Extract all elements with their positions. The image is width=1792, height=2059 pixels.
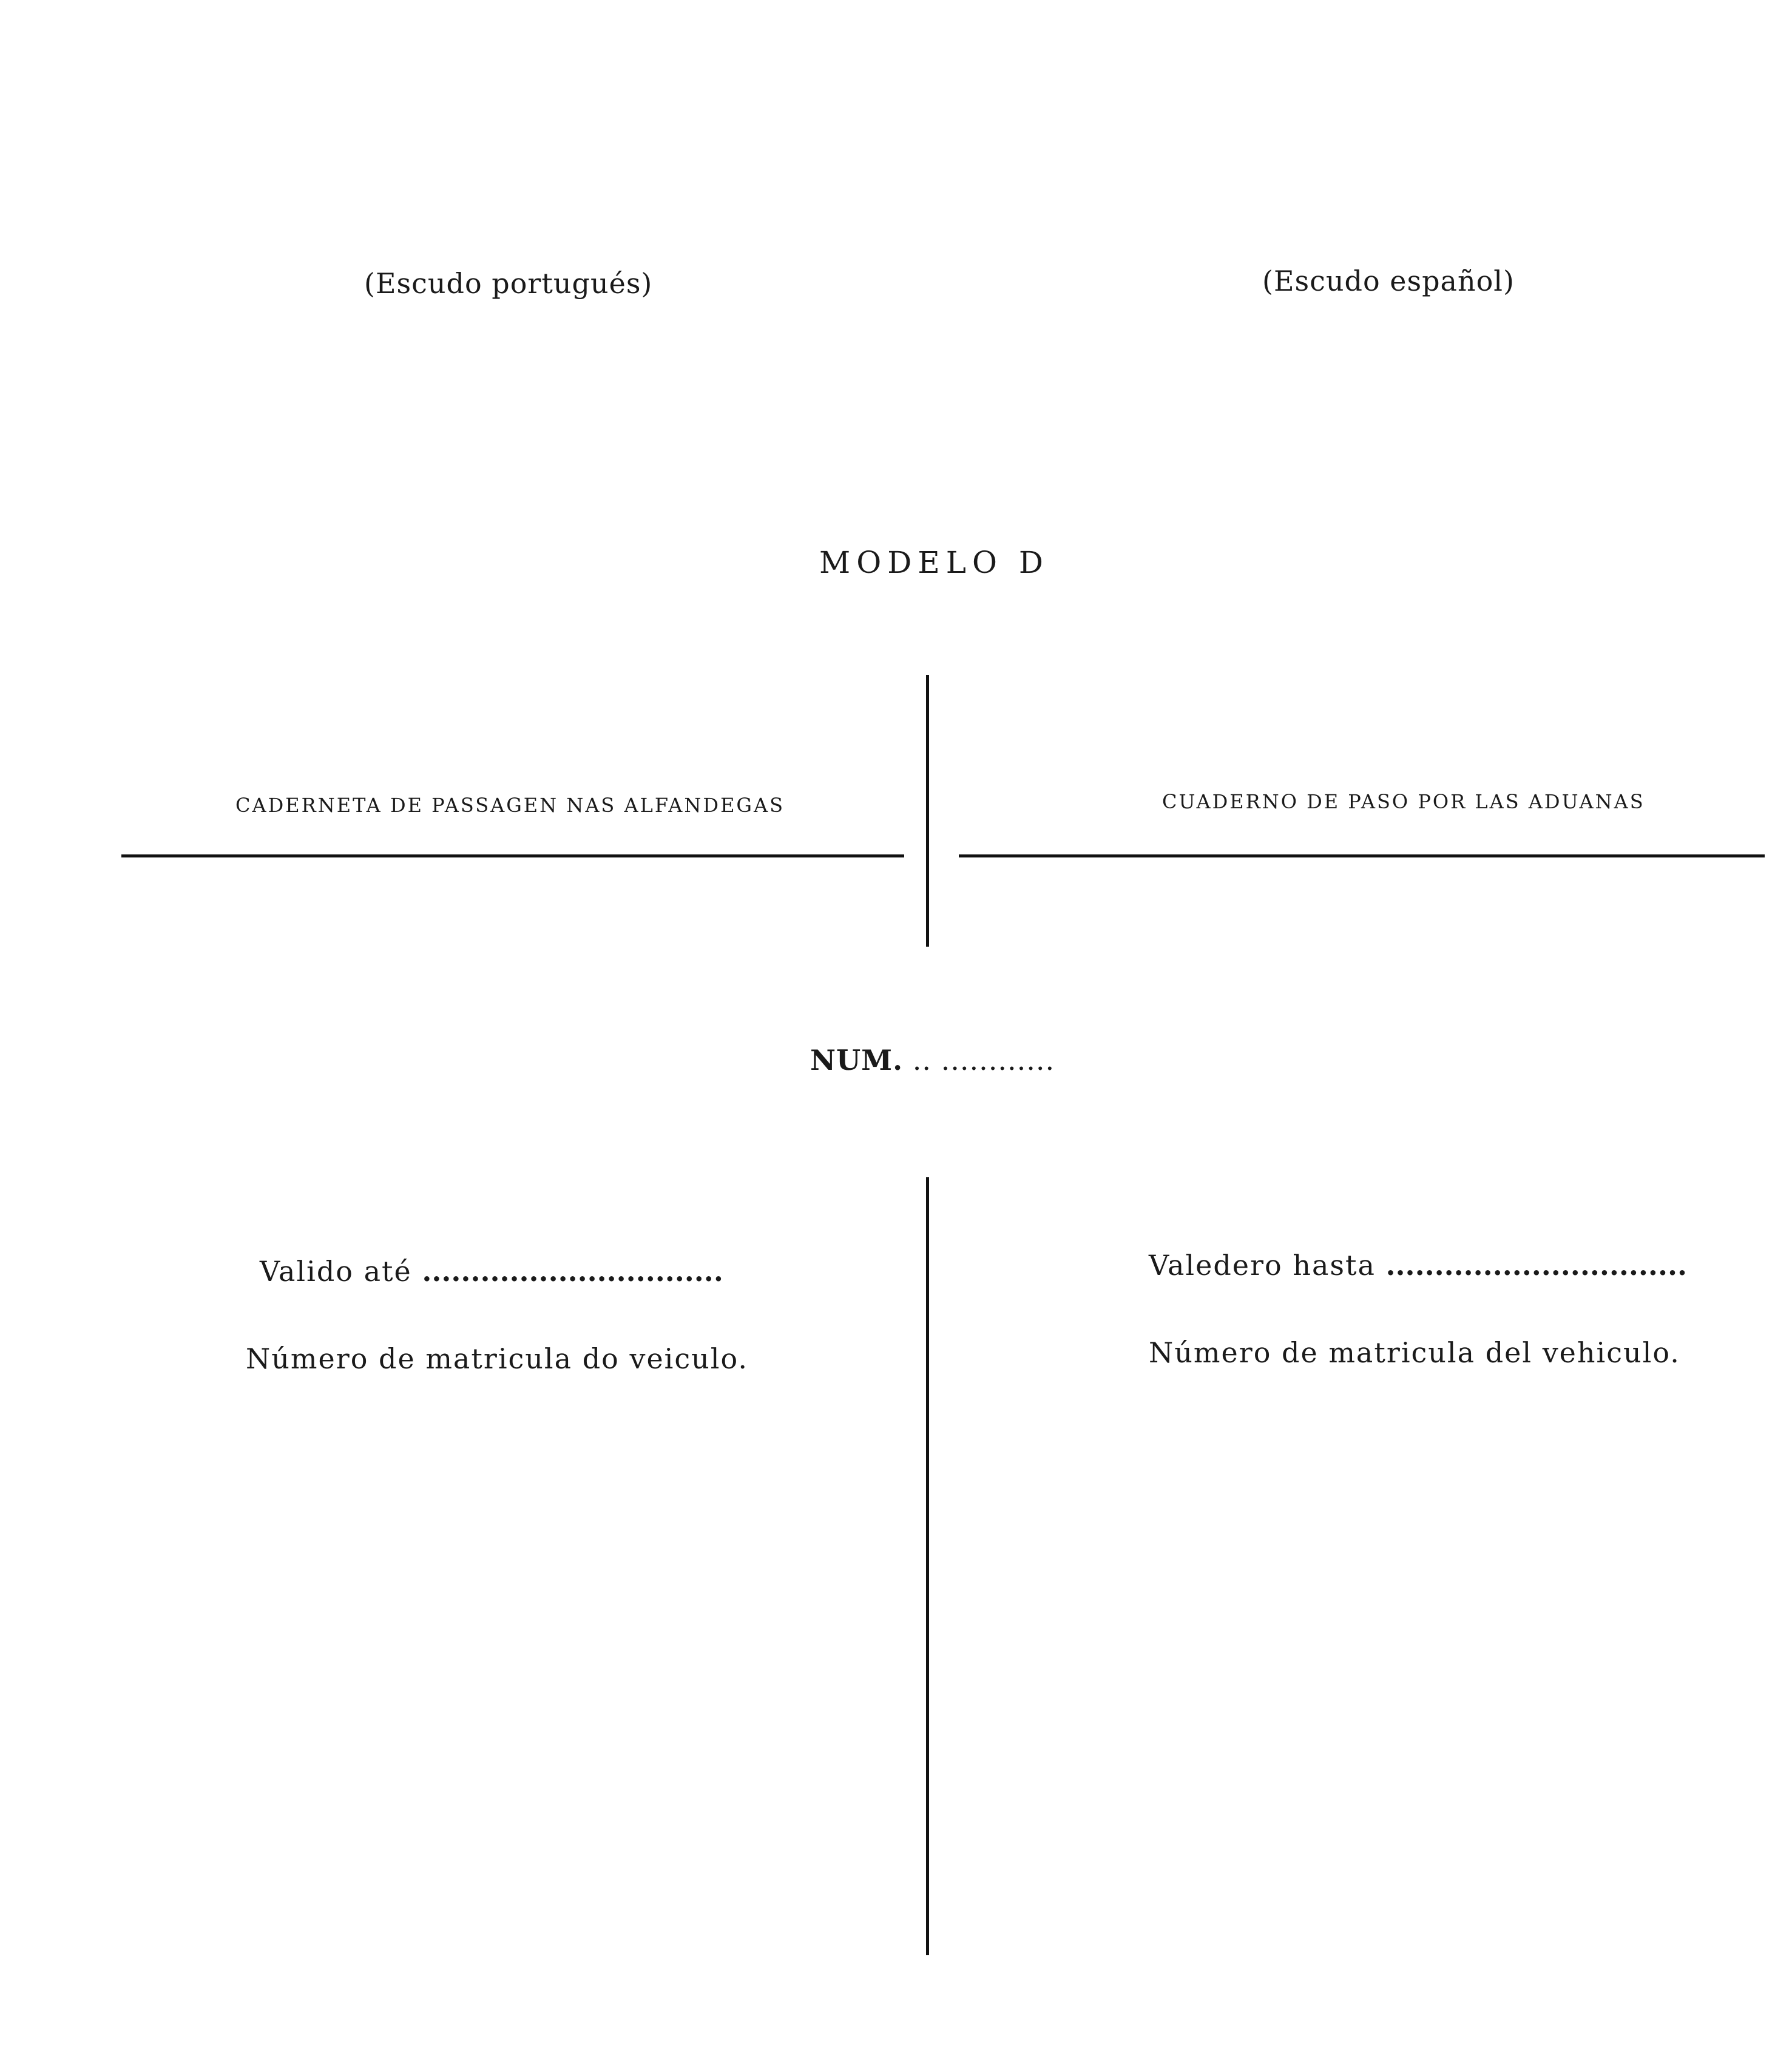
spanish-header-rule — [959, 854, 1765, 857]
spanish-valid-until-dots: ............................... — [1385, 1249, 1687, 1282]
portuguese-header-rule — [121, 854, 904, 857]
spanish-valid-until-label: Valedero hasta — [1149, 1249, 1376, 1282]
portuguese-valid-until-dots: ............................... — [422, 1255, 723, 1288]
spanish-header: CUADERNO DE PASO POR LAS ADUANAS — [1162, 790, 1645, 813]
spanish-coat-of-arms-caption: (Escudo español) — [1262, 265, 1515, 297]
spanish-registration-label: Número de matricula del vehiculo. — [1149, 1336, 1680, 1369]
portuguese-registration-label: Número de matricula do veiculo. — [246, 1342, 748, 1375]
number-dots: .. ............ — [912, 1044, 1055, 1077]
upper-vertical-divider — [926, 675, 929, 947]
portuguese-valid-until-label: Valido até — [260, 1255, 412, 1288]
number-label: NUM. — [810, 1044, 904, 1077]
portuguese-header: CADERNETA DE PASSAGEN NAS ALFANDEGAS — [235, 794, 785, 817]
lower-vertical-divider — [926, 1177, 929, 1955]
number-field — [810, 1044, 1055, 1077]
model-title: MODELO D — [819, 545, 1049, 580]
spanish-valid-until-field — [1149, 1249, 1687, 1282]
portuguese-coat-of-arms-caption: (Escudo portugués) — [364, 267, 653, 300]
portuguese-valid-until-field — [260, 1255, 723, 1288]
